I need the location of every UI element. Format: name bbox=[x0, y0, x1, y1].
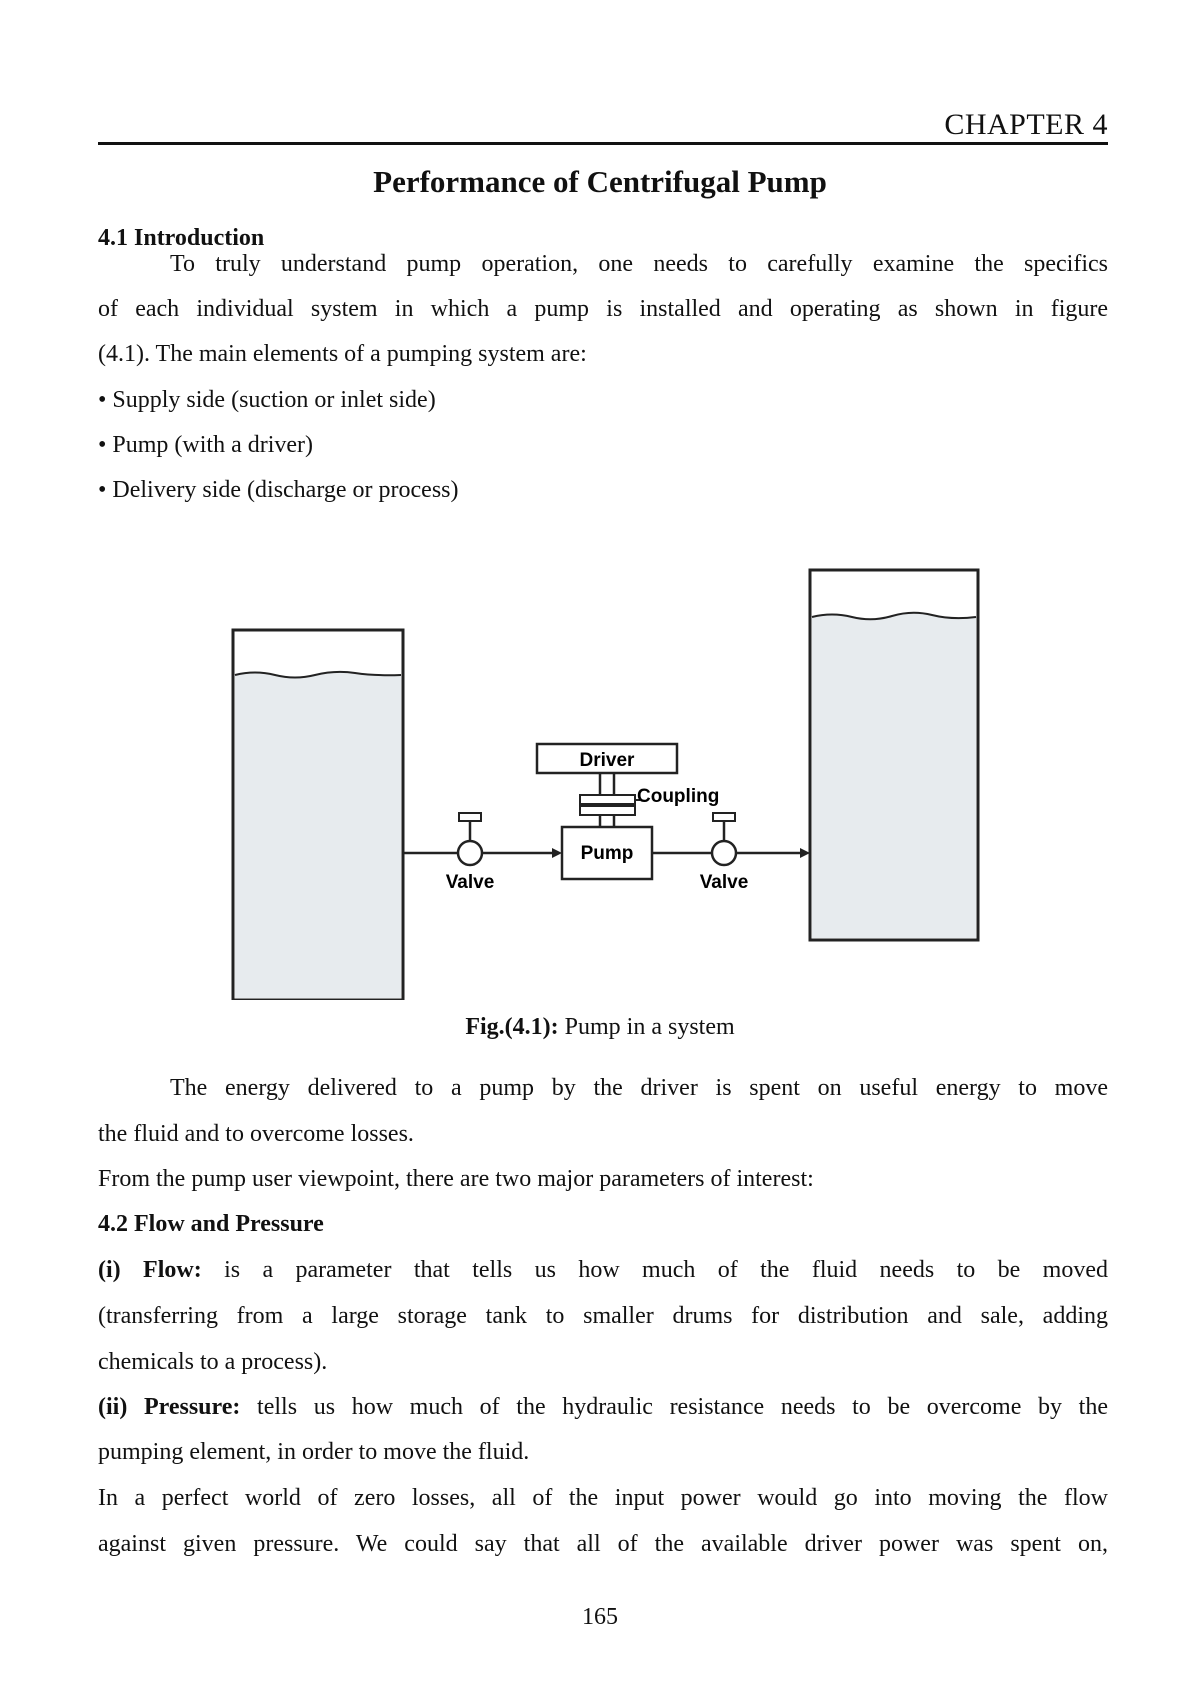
flow-line-1 bbox=[98, 1246, 1108, 1295]
pressure-def-1: tells us how much of the hydraulic resistance needs to be overcome by the bbox=[240, 1394, 1109, 1420]
caption-text: Pump in a system bbox=[558, 1014, 735, 1040]
caption-label: Fig.(4.1): bbox=[465, 1014, 559, 1040]
driver-label: Driver bbox=[579, 750, 635, 771]
flow-term: (i) Flow: bbox=[98, 1257, 202, 1283]
pressure-term: (ii) Pressure: bbox=[98, 1394, 241, 1420]
coupling-plate-top bbox=[580, 795, 635, 804]
energy-line-2: the fluid and to overcome losses. bbox=[98, 1121, 414, 1147]
pressure-line-1 bbox=[98, 1383, 1108, 1432]
bullet-delivery: • Delivery side (discharge or process) bbox=[98, 477, 459, 503]
header-rule bbox=[98, 142, 1108, 145]
coupling-plate-bottom bbox=[580, 806, 635, 815]
flow-line-3: chemicals to a process). bbox=[98, 1349, 328, 1375]
section-heading-flow: 4.2 Flow and Pressure bbox=[98, 1211, 324, 1237]
bullet-supply: • Supply side (suction or inlet side) bbox=[98, 387, 436, 413]
delivery-tank-liquid bbox=[812, 613, 976, 938]
intro-line-1: To truly understand pump operation, one needs to carefully examine the specifics bbox=[170, 251, 1108, 277]
valve-right bbox=[712, 813, 736, 865]
valve-right-label: Valve bbox=[699, 872, 749, 893]
page-title: Performance of Centrifugal Pump bbox=[373, 164, 827, 199]
closing-line-2: against given pressure. We could say that all of the available driver power was spent on, bbox=[98, 1531, 1108, 1557]
supply-tank-liquid bbox=[235, 672, 401, 998]
intro-line-2: of each individual system in which a pump is installed and operating as shown in figure bbox=[98, 296, 1108, 322]
figure-caption bbox=[0, 1014, 1200, 1041]
page-number: 165 bbox=[582, 1604, 618, 1630]
valve-left bbox=[458, 813, 482, 865]
pump-system-figure bbox=[225, 560, 985, 1000]
closing-line-1: In a perfect world of zero losses, all of the input power would go into moving the flow bbox=[98, 1485, 1108, 1511]
valve-left-label: Valve bbox=[445, 872, 495, 893]
pressure-line-2: pumping element, in order to move the fluid. bbox=[98, 1439, 530, 1465]
section-heading-intro: 4.1 Introduction bbox=[98, 225, 265, 251]
flow-def-1: is a parameter that tells us how much of the fluid needs to be moved bbox=[201, 1257, 1108, 1283]
flow-line-2: (transferring from a large storage tank to smaller drums for distribution and sale, adding bbox=[98, 1303, 1108, 1329]
bullet-pump: • Pump (with a driver) bbox=[98, 432, 314, 458]
chapter-label: CHAPTER 4 bbox=[944, 108, 1108, 141]
energy-line-1: The energy delivered to a pump by the driver is spent on useful energy to move bbox=[170, 1075, 1108, 1101]
intro-line-3: (4.1). The main elements of a pumping system are: bbox=[98, 341, 587, 367]
pump-label: Pump bbox=[580, 843, 634, 864]
viewpoint-line: From the pump user viewpoint, there are two major parameters of interest: bbox=[98, 1166, 814, 1192]
coupling-label: Coupling bbox=[637, 786, 720, 807]
